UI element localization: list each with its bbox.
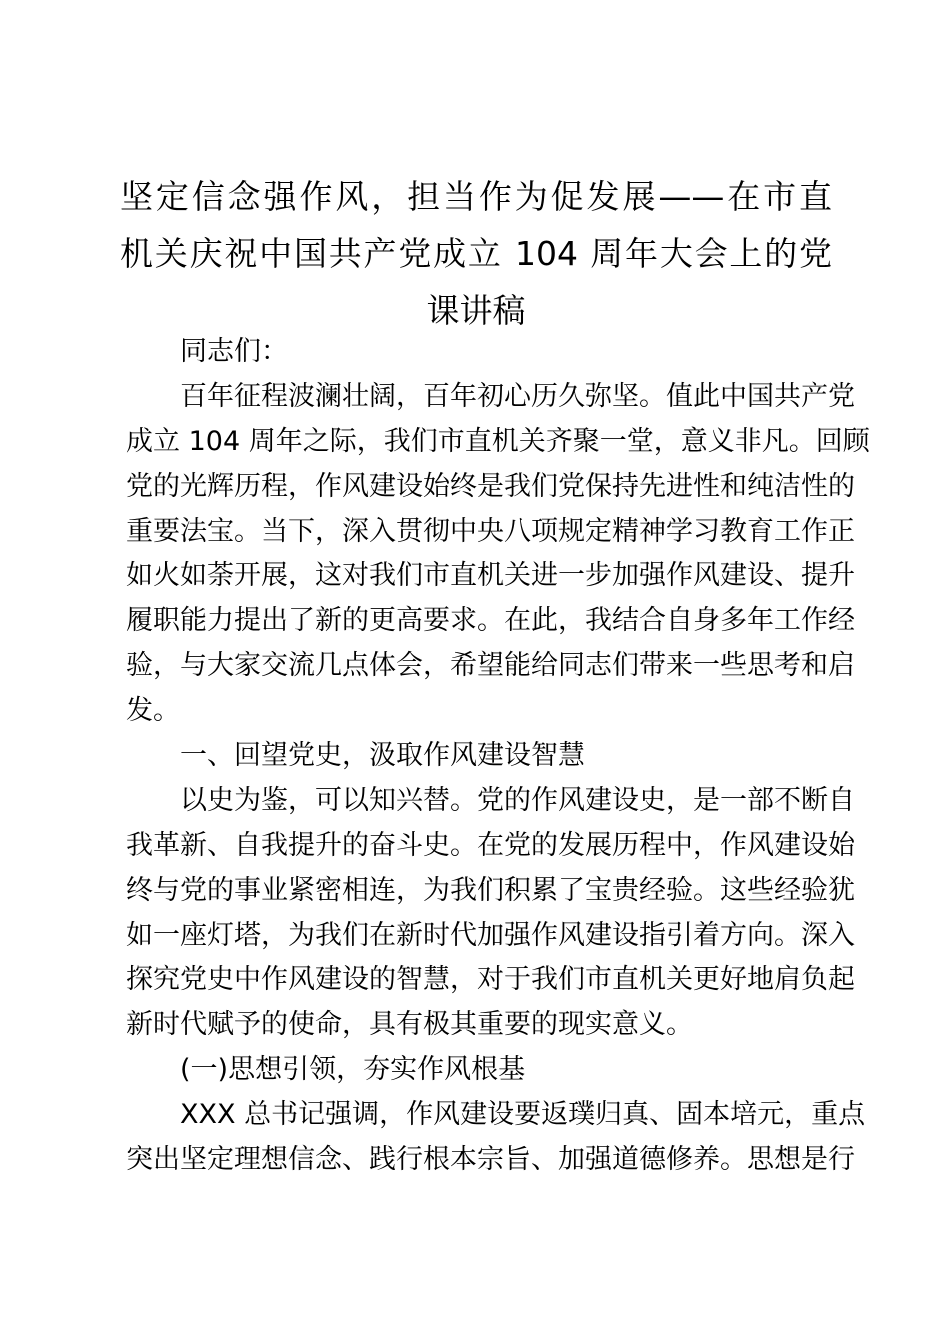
body-line: 百年征程波澜壮阔，百年初心历久弥坚。值此中国共产党 — [180, 380, 855, 412]
title-line: 机关庆祝中国共产党成立 104 周年大会上的党 — [120, 234, 832, 273]
body-line: 新时代赋予的使命，具有极其重要的现实意义。 — [126, 1009, 693, 1041]
body-line: 以史为鉴，可以知兴替。党的作风建设史，是一部不断自 — [180, 784, 855, 816]
body-line: 探究党史中作风建设的智慧，对于我们市直机关更好地肩负起 — [126, 964, 855, 996]
section-heading: 一、回望党史，汲取作风建设智慧 — [180, 740, 585, 772]
body-line: 成立 104 周年之际，我们市直机关齐聚一堂，意义非凡。回顾 — [126, 425, 870, 457]
body-line: 党的光辉历程，作风建设始终是我们党保持先进性和纯洁性的 — [126, 470, 855, 502]
body-line: 重要法宝。当下，深入贯彻中央八项规定精神学习教育工作正 — [126, 515, 855, 547]
title-line: 坚定信念强作风，担当作为促发展——在市直 — [120, 177, 832, 216]
document-title — [120, 168, 832, 339]
body-line: 终与党的事业紧密相连，为我们积累了宝贵经验。这些经验犹 — [126, 874, 855, 906]
salutation: 同志们： — [180, 336, 288, 367]
body-line: XXX 总书记强调，作风建设要返璞归真、固本培元，重点 — [180, 1099, 866, 1131]
body-line: 突出坚定理想信念、践行根本宗旨、加强道德修养。思想是行 — [126, 1144, 855, 1176]
body-line: 验，与大家交流几点体会，希望能给同志们带来一些思考和启 — [126, 650, 855, 682]
title-line: 课讲稿 — [426, 291, 526, 330]
body-line: 我革新、自我提升的奋斗史。在党的发展历程中，作风建设始 — [126, 829, 855, 861]
subsection-heading: (一)思想引领，夯实作风根基 — [180, 1054, 526, 1086]
body-line: 发。 — [126, 695, 180, 727]
body-line: 履职能力提出了新的更高要求。在此，我结合自身多年工作经 — [126, 605, 855, 637]
document-body — [126, 330, 870, 1183]
body-line: 如一座灯塔，为我们在新时代加强作风建设指引着方向。深入 — [126, 919, 855, 951]
body-line: 如火如荼开展，这对我们市直机关进一步加强作风建设、提升 — [126, 560, 855, 592]
